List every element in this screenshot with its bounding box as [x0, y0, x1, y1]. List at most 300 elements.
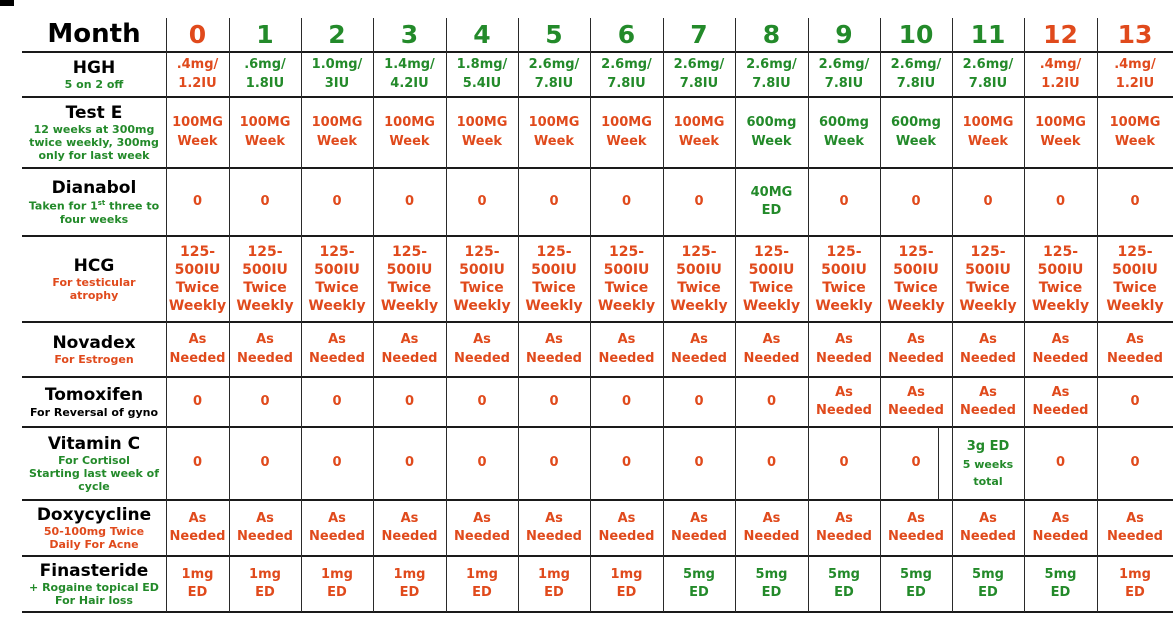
- dose-cell: [373, 500, 446, 556]
- dose-text: 0: [332, 193, 342, 209]
- dose-cell: [880, 52, 952, 97]
- dose-text: 0: [694, 455, 704, 471]
- dose-text: 0: [911, 193, 921, 209]
- dose-text: As: [979, 510, 997, 526]
- dose-text: As: [545, 510, 563, 526]
- dose-text: Needed: [816, 350, 872, 366]
- dose-text: 0: [192, 455, 203, 471]
- drug-note: Taken for 1st three to: [28, 198, 160, 213]
- dose-cell: [1024, 236, 1097, 322]
- dose-text: Needed: [743, 350, 800, 366]
- dose-text: 500IU: [174, 261, 221, 278]
- dose-cell: [952, 236, 1024, 322]
- drug-note: Starting last week of: [29, 467, 159, 481]
- dose-text: 1.8IU: [245, 75, 285, 91]
- dose-text: Needed: [598, 350, 655, 366]
- dose-cell: [229, 168, 301, 236]
- dose-cell: [663, 52, 735, 97]
- drug-note: atrophy: [69, 289, 119, 303]
- dose-cell: [1024, 52, 1097, 97]
- dose-text: As: [762, 510, 781, 526]
- dose-text: 125-: [319, 243, 355, 260]
- dose-text: ED: [616, 585, 637, 600]
- dose-cell: [808, 427, 880, 500]
- dose-text: 0: [192, 393, 203, 409]
- dose-cell: [880, 236, 952, 322]
- dose-text: ED: [255, 585, 275, 600]
- dose-text: 100MG: [456, 115, 508, 131]
- dose-cell: [808, 377, 880, 427]
- dose-text: ED: [187, 585, 208, 600]
- dose-cell: [166, 168, 229, 236]
- dose-text: Twice: [822, 280, 866, 296]
- dose-cell: [1097, 52, 1173, 97]
- dose-text: As: [1051, 510, 1070, 526]
- dose-text: Week: [1040, 133, 1081, 149]
- dose-cell: [301, 52, 373, 97]
- drug-name: Vitamin C: [47, 433, 141, 454]
- dose-text: Needed: [1107, 350, 1163, 366]
- dose-cell: [518, 427, 590, 500]
- dose-text: As: [979, 384, 997, 400]
- dose-text: Needed: [309, 350, 365, 366]
- dose-text: Needed: [888, 403, 944, 418]
- dose-cell: [952, 377, 1024, 427]
- dose-text: 500IU: [821, 261, 867, 278]
- dose-text: Twice: [315, 280, 359, 296]
- dose-text: Weekly: [1106, 298, 1164, 315]
- month-header-11: 11: [970, 19, 1006, 49]
- dose-text: As: [617, 332, 636, 348]
- dose-cell: [1097, 168, 1173, 236]
- dose-text: 0: [621, 193, 632, 209]
- drug-note: For Cortisol: [58, 453, 130, 467]
- dose-text: As: [907, 384, 925, 400]
- dose-text: 500IU: [965, 261, 1011, 278]
- dose-text: Week: [967, 133, 1009, 149]
- dose-text: Needed: [1032, 350, 1089, 366]
- dose-cell: [229, 236, 301, 322]
- dose-text: Twice: [677, 280, 721, 296]
- dose-cell: [446, 97, 518, 168]
- dose-text: 1mg: [466, 566, 498, 582]
- month-header-1: 1: [256, 19, 274, 49]
- dose-cell: [446, 236, 518, 322]
- dose-text: 2.6mg/: [673, 57, 725, 73]
- dose-cell: [1097, 500, 1173, 556]
- dose-text: ED: [834, 585, 854, 600]
- dose-cell: [952, 500, 1024, 556]
- dose-text: 0: [621, 393, 632, 409]
- drug-name: Test E: [65, 102, 123, 123]
- dose-text: Weekly: [1031, 298, 1090, 315]
- dose-text: 1mg: [249, 566, 281, 582]
- dose-cell: [166, 236, 229, 322]
- dose-text: 0: [192, 193, 203, 209]
- dose-text: As: [188, 332, 207, 348]
- dose-text: Twice: [460, 280, 504, 296]
- dose-cell: [880, 500, 952, 556]
- dose-text: Needed: [381, 529, 438, 544]
- dose-cell: [952, 427, 1024, 500]
- dose-text: .4mg/: [176, 57, 219, 73]
- dose-cell: [373, 52, 446, 97]
- dose-text: 125-: [753, 243, 790, 260]
- dose-text: Needed: [526, 529, 582, 544]
- dose-cell: [1097, 556, 1173, 612]
- drug-name: Finasteride: [39, 560, 149, 581]
- dose-cell: [808, 168, 880, 236]
- dose-cell: [808, 52, 880, 97]
- drug-note: + Rogaine topical ED: [29, 581, 159, 594]
- dose-text: ED: [689, 585, 709, 600]
- month-header-6: 6: [617, 19, 636, 49]
- dose-text: 0: [260, 193, 270, 209]
- drug-note: For testicular: [52, 276, 136, 289]
- dose-text: 0: [549, 455, 559, 471]
- dose-cell: [301, 322, 373, 377]
- dose-text: Twice: [894, 280, 938, 296]
- row-label-hcg: [22, 236, 166, 322]
- dose-text: Needed: [381, 350, 438, 366]
- dose-text: Weekly: [597, 298, 656, 315]
- dose-text: Twice: [1038, 280, 1083, 296]
- dose-text: 0: [477, 193, 487, 209]
- dose-text: As: [762, 332, 781, 348]
- dose-text: Weekly: [525, 298, 583, 315]
- dose-text: 5mg: [900, 566, 932, 582]
- dose-text: Needed: [888, 529, 944, 544]
- dose-cell: [301, 500, 373, 556]
- dose-text: 100MG: [601, 115, 652, 131]
- dose-text: As: [328, 332, 346, 348]
- dose-text: 125-: [464, 243, 500, 260]
- dose-text: ED: [1125, 585, 1145, 600]
- dose-cell: [373, 556, 446, 612]
- dose-cell: [446, 168, 518, 236]
- dose-cell: [373, 97, 446, 168]
- row-label-doxycycline: [22, 500, 166, 556]
- dose-text: Twice: [966, 280, 1010, 296]
- dose-text: As: [256, 510, 274, 526]
- dose-text: As: [835, 332, 853, 348]
- dose-text: Needed: [454, 350, 510, 366]
- dose-text: Week: [1114, 133, 1156, 149]
- dose-text: As: [907, 332, 925, 348]
- dose-cell: [590, 52, 663, 97]
- dose-note: total: [973, 474, 1003, 488]
- dose-cell: [166, 322, 229, 377]
- dose-cell: [663, 322, 735, 377]
- dose-text: As: [473, 510, 491, 526]
- dose-cell: [1097, 97, 1173, 168]
- row-label-test-e: [22, 97, 166, 168]
- dose-text: Needed: [1032, 529, 1089, 544]
- dose-cell: [446, 556, 518, 612]
- dose-text: 100MG: [1109, 115, 1161, 131]
- dose-text: Weekly: [308, 298, 366, 315]
- dose-text: 7.8IU: [752, 75, 791, 91]
- dose-cell: [590, 427, 663, 500]
- dose-cell: [952, 168, 1024, 236]
- dose-text: 1.0mg/: [311, 57, 363, 73]
- dose-text: 0: [404, 455, 415, 471]
- dose-cell: [735, 322, 808, 377]
- dose-cell: [735, 52, 808, 97]
- dose-cell: [373, 427, 446, 500]
- dose-text: 100MG: [311, 115, 363, 131]
- dose-text: 500IU: [1112, 261, 1158, 278]
- dose-text: 500IU: [242, 261, 288, 278]
- dose-text: 0: [694, 393, 704, 409]
- dose-text: Needed: [526, 350, 582, 366]
- dose-text: ED: [978, 585, 998, 600]
- dose-cell: [952, 322, 1024, 377]
- dose-text: 1mg: [610, 566, 643, 582]
- month-header-2: 2: [328, 19, 346, 49]
- dose-cell: [590, 556, 663, 612]
- dose-cell: [301, 556, 373, 612]
- dose-text: 0: [766, 393, 777, 409]
- dose-text: 5mg: [1044, 566, 1077, 582]
- dose-text: Needed: [237, 350, 293, 366]
- ordinal-suffix: st: [97, 198, 106, 207]
- dose-text: Needed: [169, 350, 226, 366]
- drug-name: HGH: [72, 57, 116, 78]
- dose-cell: [663, 97, 735, 168]
- drug-note: 5 on 2 off: [64, 78, 124, 92]
- dose-cell: [229, 427, 301, 500]
- dose-cell: [663, 427, 735, 500]
- dose-cell: [808, 500, 880, 556]
- dose-cell: [446, 322, 518, 377]
- dose-text: Week: [895, 133, 937, 149]
- dose-cell: [446, 377, 518, 427]
- dose-cell: [1024, 97, 1097, 168]
- dose-text: 125-: [1042, 243, 1079, 260]
- month-header-7: 7: [690, 19, 708, 49]
- dose-cell: [1097, 322, 1173, 377]
- month-header-12: 12: [1043, 19, 1078, 49]
- dose-text: Needed: [743, 529, 800, 544]
- dose-text: 100MG: [673, 115, 725, 131]
- dose-text: 1mg: [181, 566, 214, 582]
- dose-text: Weekly: [380, 298, 439, 315]
- dose-cell: [1024, 377, 1097, 427]
- dose-text: 125-: [898, 243, 934, 260]
- dose-cell: [518, 236, 590, 322]
- dose-text: Week: [823, 133, 865, 149]
- dose-cell: [590, 322, 663, 377]
- dose-text: ED: [327, 585, 347, 600]
- dose-text: Needed: [671, 529, 727, 544]
- dose-cell: [880, 377, 952, 427]
- dose-text: .6mg/: [244, 57, 286, 73]
- dose-cell: [229, 97, 301, 168]
- dose-text: Weekly: [887, 298, 945, 315]
- dose-text: 0: [839, 193, 849, 209]
- dose-text: Weekly: [959, 298, 1017, 315]
- dose-text: 0: [404, 393, 415, 409]
- dose-cell: [590, 500, 663, 556]
- dose-cell: [518, 500, 590, 556]
- dose-text: 1.4mg/: [384, 57, 435, 73]
- dose-cell: [166, 556, 229, 612]
- dose-text: 0: [1130, 455, 1140, 471]
- dose-cell: [518, 168, 590, 236]
- dose-text: ED: [1050, 585, 1071, 600]
- dose-cell: [735, 97, 808, 168]
- dose-cell: [446, 427, 518, 500]
- dose-text: 125-: [536, 243, 572, 260]
- dose-text: As: [328, 510, 346, 526]
- dose-text: 1mg: [393, 566, 426, 582]
- month-header-10: 10: [898, 19, 934, 49]
- dose-text: As: [1126, 510, 1144, 526]
- drug-note: four weeks: [59, 212, 129, 226]
- month-header-13: 13: [1117, 19, 1153, 49]
- dose-cell: [952, 52, 1024, 97]
- dose-text: Week: [751, 133, 792, 149]
- drug-name: Doxycycline: [36, 504, 152, 525]
- dose-cell: [1097, 377, 1173, 427]
- dose-text: Needed: [816, 529, 872, 544]
- dose-text: 600mg: [746, 115, 797, 131]
- dose-text: 0: [839, 455, 849, 471]
- dose-cell: [446, 52, 518, 97]
- dose-text: 0: [549, 393, 559, 409]
- dose-cell: [880, 168, 952, 236]
- dose-text: ED: [761, 203, 782, 218]
- drug-note: twice weekly, 300mg: [29, 136, 159, 150]
- dose-text: Week: [244, 133, 286, 149]
- dose-text: As: [835, 384, 853, 400]
- dose-cell: [229, 500, 301, 556]
- dose-cell: [590, 97, 663, 168]
- dose-text: As: [545, 332, 563, 348]
- dose-text: .4mg/: [1114, 57, 1156, 73]
- dose-text: Twice: [532, 280, 576, 296]
- dose-text: 0: [766, 455, 777, 471]
- dose-text: 125-: [247, 243, 283, 260]
- dose-text: 500IU: [314, 261, 360, 278]
- dose-cell: [808, 236, 880, 322]
- row-label-novadex: [22, 322, 166, 377]
- dose-cell: [166, 377, 229, 427]
- dose-cell: [735, 377, 808, 427]
- dose-text: Twice: [175, 280, 220, 296]
- dose-cell: [166, 97, 229, 168]
- dose-cell: [952, 97, 1024, 168]
- dose-text: Needed: [237, 529, 293, 544]
- drug-note: For Hair loss: [55, 594, 133, 608]
- drug-note: 12 weeks at 300mg: [33, 122, 155, 136]
- dose-cell: [518, 322, 590, 377]
- drug-name: Novadex: [52, 332, 136, 353]
- dose-text: 7.8IU: [968, 75, 1008, 91]
- dose-text: 5mg: [683, 566, 715, 582]
- dose-text: Weekly: [742, 298, 801, 315]
- dose-text: Needed: [309, 529, 365, 544]
- dose-text: Twice: [387, 280, 432, 296]
- dose-text: 7.8IU: [896, 75, 936, 91]
- dose-cell: [229, 52, 301, 97]
- dose-cell: [1024, 168, 1097, 236]
- dose-text: 0: [911, 455, 921, 471]
- dose-text: Weekly: [670, 298, 728, 315]
- dose-cell: [808, 97, 880, 168]
- dose-cell: [166, 427, 229, 500]
- dose-text: Twice: [1113, 280, 1157, 296]
- dose-cell: [1024, 427, 1097, 500]
- dose-text: 2.6mg/: [962, 57, 1014, 73]
- dose-text: Week: [533, 133, 575, 149]
- dose-cell: [880, 97, 952, 168]
- dose-text: 1mg: [538, 566, 570, 582]
- dose-text: 5.4IU: [462, 75, 502, 91]
- dose-cell: [663, 377, 735, 427]
- dose-cell: [1024, 322, 1097, 377]
- row-label-hgh: [22, 52, 166, 97]
- dose-cell: [590, 168, 663, 236]
- dose-text: 100MG: [962, 115, 1014, 131]
- dose-text: Needed: [1107, 529, 1163, 544]
- dose-text: ED: [544, 585, 564, 600]
- dose-note: 5 weeks: [962, 457, 1014, 471]
- dose-text: 500IU: [531, 261, 577, 278]
- dose-text: As: [188, 510, 207, 526]
- dose-text: 1.2IU: [1041, 75, 1080, 91]
- dose-cell: [808, 322, 880, 377]
- dose-text: 100MG: [172, 115, 223, 131]
- dose-cell: [166, 52, 229, 97]
- dose-text: 600mg: [819, 115, 869, 131]
- dose-text: 125-: [391, 243, 428, 260]
- month-header-9: 9: [835, 19, 853, 49]
- dose-cell: [166, 500, 229, 556]
- dose-text: 0: [1130, 193, 1140, 209]
- row-label-dianabol: [22, 168, 166, 236]
- dose-text: 500IU: [676, 261, 722, 278]
- dose-text: Needed: [888, 350, 944, 366]
- dose-cell: [1024, 500, 1097, 556]
- dose-text: 500IU: [459, 261, 505, 278]
- dose-text: .4mg/: [1039, 57, 1082, 73]
- dose-cell: [590, 377, 663, 427]
- dose-cell: [735, 427, 808, 500]
- dose-text: 500IU: [386, 261, 433, 278]
- dose-text: 0: [1055, 455, 1066, 471]
- dose-text: 0: [1055, 193, 1066, 209]
- dose-cell: [663, 168, 735, 236]
- dose-cell: [663, 236, 735, 322]
- dose-text: 1.2IU: [178, 75, 217, 91]
- dose-text: ED: [399, 585, 420, 600]
- month-header-5: 5: [545, 19, 563, 49]
- drug-note: For Estrogen: [54, 353, 134, 367]
- dose-text: Needed: [454, 529, 510, 544]
- month-header-8: 8: [762, 19, 781, 49]
- dose-text: 4.2IU: [390, 75, 429, 91]
- dose-text: 0: [332, 455, 342, 471]
- dose-text: 0: [549, 193, 559, 209]
- dose-cell: [1097, 427, 1173, 500]
- dose-text: 500IU: [748, 261, 795, 278]
- dose-text: Week: [678, 133, 720, 149]
- dose-text: 1mg: [321, 566, 353, 582]
- dose-text: 500IU: [603, 261, 650, 278]
- header-month-label: Month: [47, 19, 141, 49]
